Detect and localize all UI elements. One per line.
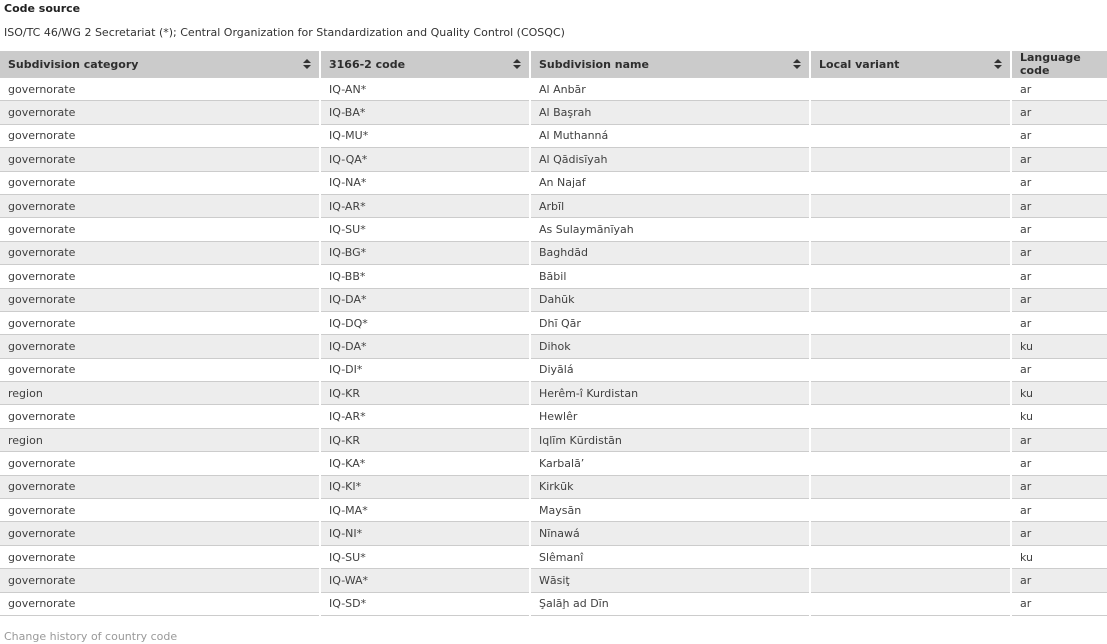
table-row: [0, 569, 1107, 592]
cell-subdivision-category: governorate: [8, 363, 76, 377]
cell-code: IQ-QA*: [320, 148, 530, 171]
cell-language-code: ar: [1011, 218, 1107, 241]
cell-local-variant: [810, 545, 1011, 568]
cell-code: IQ-SD*: [320, 592, 530, 615]
table-row: [0, 124, 1107, 147]
cell-subdivision-name: Arbīl: [530, 194, 810, 217]
cell-language-code: ar: [1011, 428, 1107, 451]
cell-local-variant: [810, 475, 1011, 498]
cell-local-variant: [810, 428, 1011, 451]
cell-local-variant: [810, 148, 1011, 171]
cell-subdivision-category: governorate: [8, 527, 76, 541]
cell-subdivision-category: governorate: [8, 152, 76, 166]
cell-language-code: ar: [1011, 101, 1107, 124]
cell-subdivision-category: governorate: [8, 246, 76, 260]
cell-code: IQ-AN*: [320, 78, 530, 101]
cell-code: IQ-MA*: [320, 499, 530, 522]
cell-code: IQ-KR: [320, 382, 530, 405]
sort-icon[interactable]: [513, 59, 521, 69]
column-header-language-code[interactable]: [1011, 51, 1107, 78]
table-row: [0, 382, 1107, 405]
cell-local-variant: [810, 569, 1011, 592]
column-header-label: Local variant: [819, 57, 900, 71]
cell-subdivision-name: Iqlīm Kūrdistān: [530, 428, 810, 451]
cell-language-code: ar: [1011, 311, 1107, 334]
cell-code: IQ-BB*: [320, 265, 530, 288]
table-row: [0, 148, 1107, 171]
change-history-heading: Change history of country code: [4, 629, 178, 643]
cell-subdivision-category: governorate: [8, 199, 76, 213]
cell-local-variant: [810, 288, 1011, 311]
cell-language-code: ku: [1011, 545, 1107, 568]
table-header-row: [0, 51, 1107, 78]
cell-subdivision-name: Şalāḩ ad Dīn: [530, 592, 810, 615]
table-row: [0, 405, 1107, 428]
column-header-subdivision-name[interactable]: [530, 51, 810, 78]
cell-subdivision-name: Al Muthanná: [530, 124, 810, 147]
cell-language-code: ku: [1011, 382, 1107, 405]
code-source-heading: Code source: [4, 2, 81, 15]
cell-subdivision-name: Dahūk: [530, 288, 810, 311]
cell-subdivision-category: governorate: [8, 106, 76, 120]
table-row: [0, 78, 1107, 101]
cell-code: IQ-DI*: [320, 358, 530, 381]
cell-local-variant: [810, 358, 1011, 381]
code-source-value: ISO/TC 46/WG 2 Secretariat (*); Central Organization for Standardization and Quality Control (COSQC): [4, 26, 565, 39]
cell-language-code: ar: [1011, 569, 1107, 592]
cell-subdivision-category: governorate: [8, 456, 76, 470]
cell-subdivision-category: region: [8, 433, 43, 447]
cell-code: IQ-KI*: [320, 475, 530, 498]
cell-language-code: ar: [1011, 499, 1107, 522]
cell-local-variant: [810, 241, 1011, 264]
cell-code: IQ-AR*: [320, 405, 530, 428]
cell-language-code: ku: [1011, 335, 1107, 358]
cell-code: IQ-DA*: [320, 288, 530, 311]
cell-language-code: ar: [1011, 78, 1107, 101]
cell-subdivision-category: governorate: [8, 176, 76, 190]
column-header-label: Subdivision category: [8, 57, 139, 71]
cell-code: IQ-KA*: [320, 452, 530, 475]
cell-code: IQ-AR*: [320, 194, 530, 217]
table-row: [0, 475, 1107, 498]
cell-language-code: ar: [1011, 124, 1107, 147]
column-header-subdivision-category[interactable]: [0, 51, 320, 78]
cell-local-variant: [810, 101, 1011, 124]
cell-code: IQ-MU*: [320, 124, 530, 147]
cell-code: IQ-NA*: [320, 171, 530, 194]
cell-subdivision-category: governorate: [8, 223, 76, 237]
cell-subdivision-name: Dihok: [530, 335, 810, 358]
cell-language-code: ar: [1011, 148, 1107, 171]
cell-local-variant: [810, 311, 1011, 334]
table-row: [0, 311, 1107, 334]
cell-code: IQ-BA*: [320, 101, 530, 124]
cell-local-variant: [810, 171, 1011, 194]
column-header-local-variant[interactable]: [810, 51, 1011, 78]
column-header-3166-2-code[interactable]: [320, 51, 530, 78]
cell-language-code: ar: [1011, 171, 1107, 194]
cell-local-variant: [810, 452, 1011, 475]
cell-subdivision-name: An Najaf: [530, 171, 810, 194]
cell-subdivision-category: governorate: [8, 339, 76, 353]
cell-local-variant: [810, 335, 1011, 358]
cell-subdivision-category: governorate: [8, 503, 76, 517]
table-row: [0, 522, 1107, 545]
cell-subdivision-category: governorate: [8, 550, 76, 564]
cell-subdivision-category: governorate: [8, 316, 76, 330]
table-row: [0, 335, 1107, 358]
cell-local-variant: [810, 382, 1011, 405]
cell-language-code: ar: [1011, 592, 1107, 615]
table-row: [0, 358, 1107, 381]
cell-local-variant: [810, 218, 1011, 241]
table-row: [0, 171, 1107, 194]
column-header-label: 3166-2 code: [329, 57, 406, 71]
cell-subdivision-category: region: [8, 386, 43, 400]
cell-subdivision-category: governorate: [8, 410, 76, 424]
cell-local-variant: [810, 194, 1011, 217]
cell-code: IQ-SU*: [320, 218, 530, 241]
cell-code: IQ-BG*: [320, 241, 530, 264]
table-row: [0, 592, 1107, 615]
cell-subdivision-name: Karbalā’: [530, 452, 810, 475]
cell-subdivision-category: governorate: [8, 129, 76, 143]
cell-subdivision-name: As Sulaymānīyah: [530, 218, 810, 241]
cell-subdivision-name: Bābil: [530, 265, 810, 288]
cell-language-code: ar: [1011, 522, 1107, 545]
table-body: [0, 78, 1107, 616]
table-row: [0, 452, 1107, 475]
cell-local-variant: [810, 592, 1011, 615]
cell-code: IQ-DQ*: [320, 311, 530, 334]
cell-subdivision-name: Wāsiţ: [530, 569, 810, 592]
sort-icon[interactable]: [303, 59, 311, 69]
cell-language-code: ku: [1011, 405, 1107, 428]
cell-code: IQ-NI*: [320, 522, 530, 545]
cell-subdivision-name: Baghdād: [530, 241, 810, 264]
table-row: [0, 288, 1107, 311]
cell-language-code: ar: [1011, 265, 1107, 288]
cell-subdivision-name: Diyālá: [530, 358, 810, 381]
cell-subdivision-category: governorate: [8, 597, 76, 611]
cell-local-variant: [810, 265, 1011, 288]
cell-subdivision-name: Al Başrah: [530, 101, 810, 124]
cell-language-code: ar: [1011, 475, 1107, 498]
cell-subdivision-name: Herêm-î Kurdistan: [530, 382, 810, 405]
table-row: [0, 499, 1107, 522]
cell-subdivision-name: Hewlêr: [530, 405, 810, 428]
column-header-label: Subdivision name: [539, 57, 649, 71]
cell-subdivision-category: governorate: [8, 573, 76, 587]
table-row: [0, 194, 1107, 217]
cell-language-code: ar: [1011, 288, 1107, 311]
cell-subdivision-name: Slêmanî: [530, 545, 810, 568]
cell-code: IQ-KR: [320, 428, 530, 451]
cell-subdivision-category: governorate: [8, 293, 76, 307]
cell-subdivision-category: governorate: [8, 269, 76, 283]
cell-code: IQ-SU*: [320, 545, 530, 568]
cell-subdivision-name: Kirkūk: [530, 475, 810, 498]
cell-code: IQ-WA*: [320, 569, 530, 592]
sort-icon[interactable]: [793, 59, 801, 69]
cell-code: IQ-DA*: [320, 335, 530, 358]
table-row: [0, 218, 1107, 241]
cell-local-variant: [810, 522, 1011, 545]
table-row: [0, 265, 1107, 288]
cell-subdivision-name: Nīnawá: [530, 522, 810, 545]
cell-local-variant: [810, 405, 1011, 428]
sort-icon[interactable]: [994, 59, 1002, 69]
cell-subdivision-name: Dhī Qār: [530, 311, 810, 334]
cell-subdivision-category: governorate: [8, 82, 76, 96]
cell-language-code: ar: [1011, 194, 1107, 217]
cell-subdivision-category: governorate: [8, 480, 76, 494]
cell-language-code: ar: [1011, 358, 1107, 381]
cell-local-variant: [810, 78, 1011, 101]
cell-language-code: ar: [1011, 452, 1107, 475]
iso-subdivisions-page: [0, 2, 1107, 643]
table-row: [0, 241, 1107, 264]
cell-local-variant: [810, 499, 1011, 522]
table-row: [0, 101, 1107, 124]
cell-local-variant: [810, 124, 1011, 147]
cell-language-code: ar: [1011, 241, 1107, 264]
column-header-label: Language code: [1020, 51, 1081, 77]
subdivisions-table: [0, 51, 1107, 616]
cell-subdivision-name: Al Qādisīyah: [530, 148, 810, 171]
table-row: [0, 545, 1107, 568]
cell-subdivision-name: Maysān: [530, 499, 810, 522]
table-row: [0, 428, 1107, 451]
cell-subdivision-name: Al Anbār: [530, 78, 810, 101]
